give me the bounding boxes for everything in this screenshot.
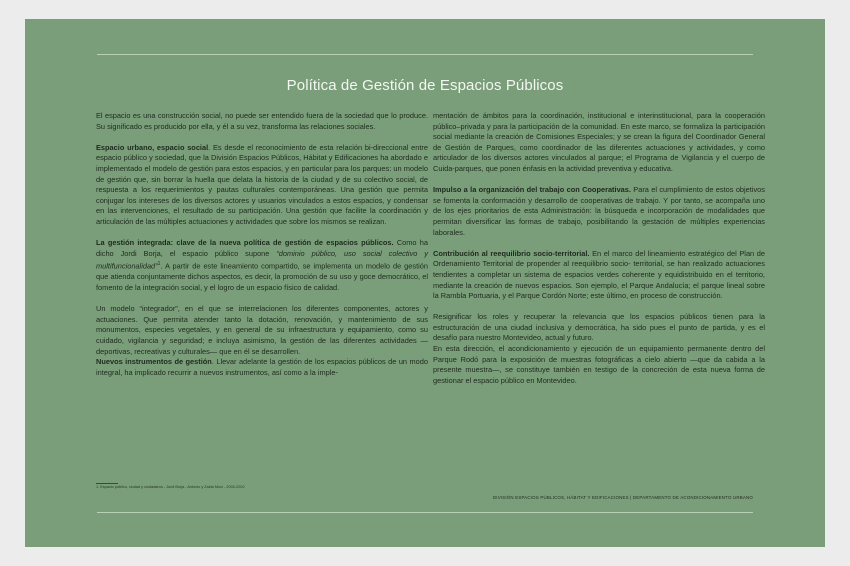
footnote: 1. Espacio público, ciudad y ciudadanía - Jordi Borja - Antonio y Zaida Muxí - 2000-2002 xyxy=(96,485,245,489)
rebalance-heading: Contribución al reequilibrio socio-territorial. xyxy=(433,248,590,258)
borja-quote: “dominio público, uso social colectivo y multifuncionalidad” xyxy=(96,248,428,271)
integrated-management-heading: La gestión integrada: clave de la nueva política de gestión de espacios públicos. xyxy=(96,238,394,248)
new-instruments-text: . Llevar adelante la gestión de los espacios públicos de un modo integral, ha implicado recurrir a nuevos instrumentos, así como a la imple- xyxy=(96,357,429,377)
top-divider xyxy=(97,54,753,55)
page-title: Política de Gestión de Espacios Públicos xyxy=(286,77,564,94)
resignify-paragraph: Resignificar los roles y recuperar la relevancia que los espacios públicos tienen para la estructuración de una ciudad inclusiva y democrática, ha sido pues el punto de partida, y es el desafío para nuestro Montevideo, actual y futuro. xyxy=(433,312,765,343)
coordination-paragraph: mentación de ámbitos para la coordinación, institucional e interinstitucional, para la cooperación público–privada y para la participación de la comunidad. En este marco, se formaliza la participación social mediante la creación de Comisiones Especiales; y se crean la figura del Coordinador General de Gestión de Parques, como coordinador de las diferentes actuaciones y actividades, y como articulador de los diversos actores vinculados al parque; el Programa de Vigilancia y el cuerpo de Cuida-parques, que ponen énfasis en la actividad preventiva y educativa. xyxy=(433,111,765,173)
bottom-divider xyxy=(97,512,753,513)
integrated-management-paragraph xyxy=(96,238,428,293)
urban-space-heading: Espacio urbano, espacio social xyxy=(96,142,209,152)
footer-credit: DIVISIÓN ESPACIOS PÚBLICOS, HÁBITAT Y EDIFICACIONES | DEPARTAMENTO DE ACONDICIONAMIENTO URBANO xyxy=(492,495,753,500)
right-column xyxy=(433,111,765,397)
left-column xyxy=(96,111,428,389)
parque-rodo-paragraph: En esta dirección, el acondicionamiento y ejecución de un equipamiento permanente dentro del Parque Rodó para la exposición de muestras fotográficas a cielo abierto —que da cabida a la presente muestra—, se constituye también en testigo de la concreción de esta nueva forma de gestionar el espacio público en Montevideo. xyxy=(433,344,765,385)
new-instruments-paragraph xyxy=(96,357,428,378)
footnote-marker: 1 xyxy=(157,261,161,268)
integrated-management-text-a: Como ha dicho Jordi Borja, el espacio público supone xyxy=(96,238,429,258)
exhibition-panel xyxy=(25,19,825,547)
new-instruments-heading: Nuevos instrumentos de gestión xyxy=(96,357,212,367)
footnote-divider xyxy=(96,483,118,484)
rebalance-paragraph xyxy=(433,249,765,302)
rebalance-text: En el marco del lineamiento estratégico del Plan de Ordenamiento Territorial de propender al reequilibrio socio- territorial, se han realizado actuaciones tendientes a completar un sistema de espacios verdes coherente y equidistribuido en el territorio, mediante la creación de nuevos espacios. Son ejemplo, el Parque Andalucía; el parque lineal sobre la Rambla Portuaria, y el Parque Cordón Norte; este último, en proceso de construcción. xyxy=(433,248,765,301)
urban-space-paragraph xyxy=(96,143,428,228)
cooperatives-text: Para el cumplimiento de estos objetivos se fomenta la conformación y desarrollo de cooperativas de trabajo. Y por tanto, se acompaña uno de los ejes prioritarios de esta Administración: la búsqueda e incorporación de modalidades que permitan diversificar las formas de trabajo, posibilitando la gestación de múltiples experiencias laborales. xyxy=(433,185,765,237)
urban-space-text: . Es desde el reconocimiento de esta relación bi-direccional entre espacio público y sociedad, que la División Espacios Públicos, Hábitat y Edificaciones ha abordado e implementado el modelo de gestión para estos espacios, y en particular para los parques: un modelo de gestión que, sin borrar la huella que delata la historia de la ciudad y de su colectivo social, de respuesta a los requerimientos y pautas culturales contemporáneas. Una gestión que permita conjugar los intereses de los diversos actores y usuarios vinculados a estos espacios, y condensar en las intervenciones, el resultado de su participación. Una gestión que facilite la coordinación y articulación de las múltiples actuaciones y actividades que sobre los mismos se realizan. xyxy=(96,142,429,226)
intro-paragraph: El espacio es una construcción social, no puede ser entendido fuera de la sociedad que lo produce. Su significado es producido por ella, y él a su vez, transforma las relaciones sociales. xyxy=(96,111,428,131)
cooperatives-heading: Impulso a la organización del trabajo con Cooperativas. xyxy=(433,185,631,195)
integrator-model-paragraph: Un modelo “integrador”, en el que se interrelacionen los diferentes componentes, actores y actuaciones. Que permita atender tanto la dotación, renovación, y mantenimiento de sus monumentos, especies vegetales, y en general de su infraestructura y equipamiento, como su cuidado, vigilancia y seguridad; e incluya asimismo, la gestión de las diferentes actividades —deportivas, recreativas y culturales— que en él se desarrollen. xyxy=(96,304,428,356)
integrated-management-text-b: . A partir de este lineamiento compartido, se implementa un modelo de gestión que atienda conjuntamente dichos aspectos, es decir, la promoción de su uso y goce democrático, el fomento de la integración social, y el logro de un espacio físico de calidad. xyxy=(96,261,428,292)
cooperatives-paragraph xyxy=(433,185,765,238)
